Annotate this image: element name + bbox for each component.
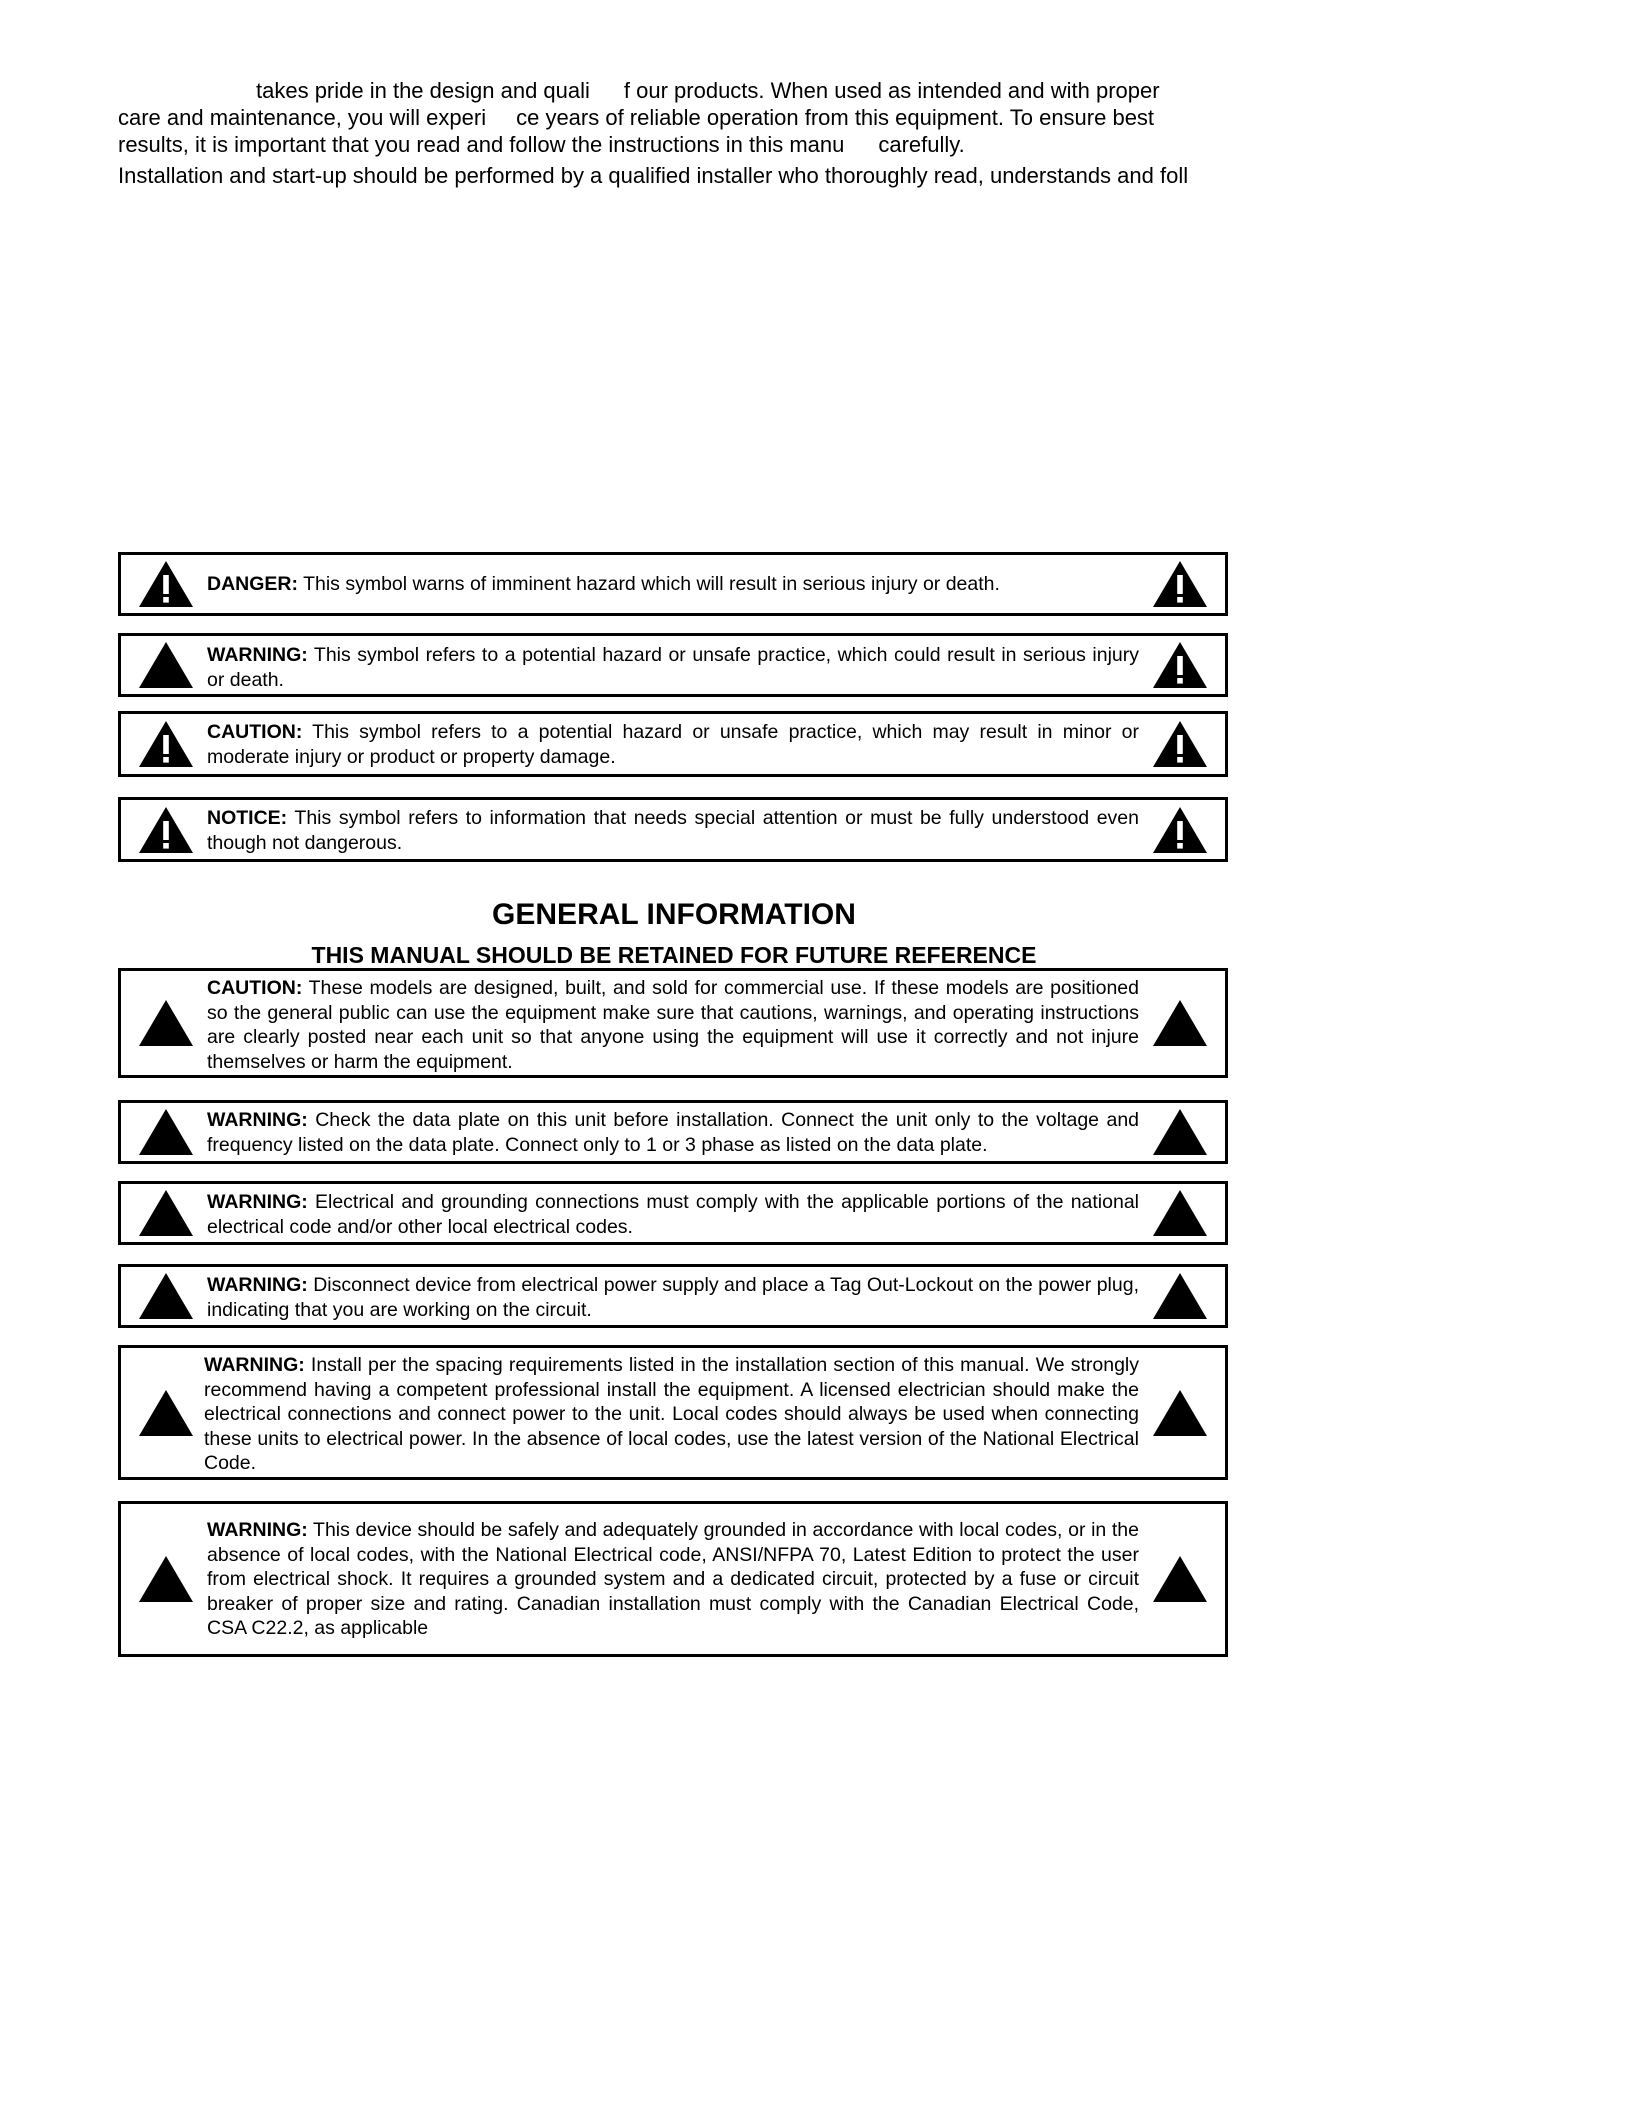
danger-symbol-box (118, 552, 1228, 616)
notice-exclamation-icon (1151, 805, 1209, 855)
warning-triangle-icon (137, 1271, 195, 1321)
caution-exclamation-icon (1151, 719, 1209, 769)
intro-text: carefully. (878, 132, 965, 157)
warning-device-grounding-text: WARNING: This device should be safely and adequately grounded in accordance with local codes, or in the absence of local codes, with the National Electrical code, ANSI/NFPA 70, Latest Edition to protect the user from electrical shock. It requires a grounded system and a dedicated circuit, protected by a fuse or circuit breaker of proper size and rating. Canadian installation must comply with the Canadian Electrical Code, CSA C22.2, as applicable (207, 1519, 1139, 1639)
notice-exclamation-icon (137, 805, 195, 855)
intro-installation-text: Installation and start-up should be performed by a qualified installer who thoroughly read, understands and foll (118, 163, 1189, 188)
danger-warning-icon (1151, 559, 1209, 609)
intro-text: results, it is important that you read and follow the instructions in this manu (118, 132, 845, 157)
warning-triangle-icon (1151, 1388, 1209, 1438)
warning-symbol-box (118, 633, 1228, 697)
notice-definition: NOTICE: This symbol refers to information that needs special attention or must be fully understood even though not dangerous. (207, 807, 1139, 854)
intro-text: care and maintenance, you will experi (118, 105, 487, 130)
warning-triangle-icon (1151, 1107, 1209, 1157)
warning-grounding-connections-text: WARNING: Electrical and grounding connections must comply with the applicable portions of the national electrical code and/or other local electrical codes. (207, 1191, 1140, 1238)
warning-triangle-icon (1151, 1188, 1209, 1238)
warning-disconnect-box (118, 1264, 1228, 1328)
danger-warning-icon (137, 559, 195, 609)
warning-device-grounding-box (118, 1501, 1228, 1657)
caution-definition: CAUTION: This symbol refers to a potential hazard or unsafe practice, which may result in minor or moderate injury or product or property damage. (207, 721, 1139, 768)
warning-triangle-icon (137, 1554, 195, 1604)
warning-installation-spacing-text: WARNING: Install per the spacing requirements listed in the installation section of this manual. We strongly recommend having a competent professional install the equipment. A licensed electrician should make the electrical connections and connect power to the unit. Local codes should always be used when connecting these units to electrical power. In the absence of local codes, use the latest version of the National Electrical Code. (204, 1354, 1140, 1474)
caution-symbol-box (118, 711, 1228, 777)
warning-data-plate-text: WARNING: Check the data plate on this unit before installation. Connect the unit only to the voltage and frequency listed on the data plate. Connect only to 1 or 3 phase as listed on the data plate. (207, 1109, 1140, 1156)
intro-paragraph (118, 77, 1230, 158)
warning-grounding-connections-box (118, 1181, 1228, 1245)
section-subtitle: THIS MANUAL SHOULD BE RETAINED FOR FUTURE REFERENCE (311, 942, 1037, 968)
warning-definition: WARNING: This symbol refers to a potential hazard or unsafe practice, which could result in serious injury or death. (207, 644, 1139, 691)
caution-commercial-use-box (118, 968, 1228, 1078)
warning-triangle-icon (137, 1388, 195, 1438)
section-title: GENERAL INFORMATION (492, 898, 856, 931)
warning-data-plate-box (118, 1100, 1228, 1164)
danger-definition: DANGER: This symbol warns of imminent hazard which will result in serious injury or death. (207, 573, 1000, 595)
warning-disconnect-text: WARNING: Disconnect device from electrical power supply and place a Tag Out-Lockout on the power plug, indicating that you are working on the circuit. (207, 1274, 1139, 1321)
warning-triangle-icon (1151, 998, 1209, 1048)
caution-commercial-use-text: CAUTION: These models are designed, built, and sold for commercial use. If these models are positioned so the general public can use the equipment make sure that cautions, warnings, and operating instructions are clearly posted near each unit so that anyone using the equipment will use it correctly and not injure themselves or harm the equipment. (207, 977, 1139, 1073)
caution-exclamation-icon (137, 719, 195, 769)
notice-symbol-box (118, 797, 1228, 862)
warning-triangle-icon (137, 1107, 195, 1157)
warning-triangle-icon (137, 1188, 195, 1238)
warning-triangle-icon (1151, 1554, 1209, 1604)
warning-triangle-icon (137, 998, 195, 1048)
warning-installation-spacing-box (118, 1345, 1228, 1480)
warning-triangle-icon (137, 640, 195, 690)
intro-text: ce years of reliable operation from this equipment. To ensure best (516, 105, 1155, 130)
warning-triangle-icon (1151, 1271, 1209, 1321)
warning-exclamation-icon (1151, 640, 1209, 690)
intro-text: takes pride in the design and quali (256, 78, 590, 103)
intro-text: f our products. When used as intended and with proper (623, 78, 1160, 103)
